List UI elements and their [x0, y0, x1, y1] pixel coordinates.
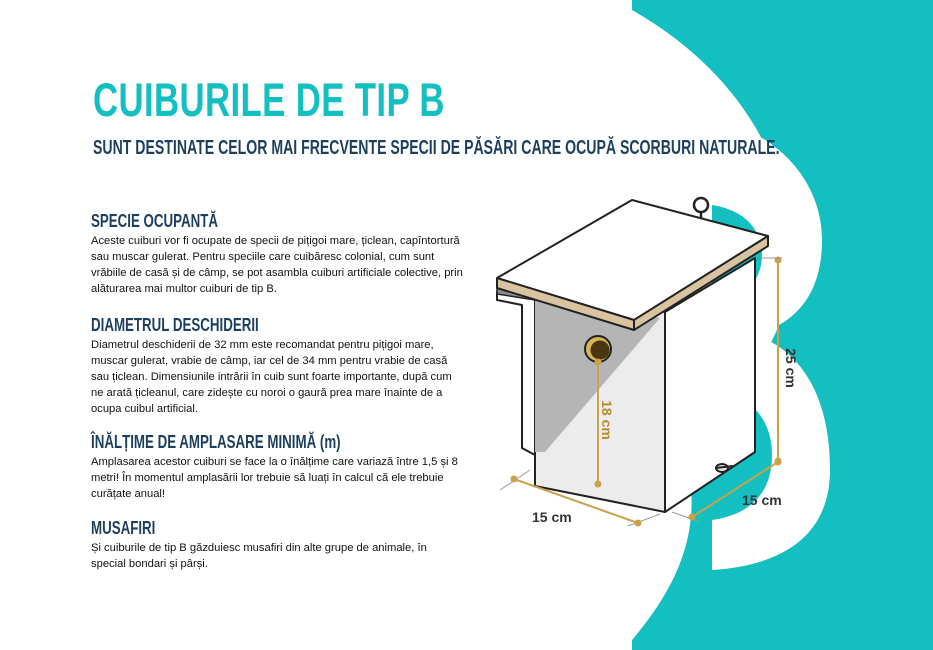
- page-subtitle: SUNT DESTINATE CELOR MAI FRECVENTE SPECII DE PĂSĂRI CARE OCUPĂ SCORBURI NATURALE.: [93, 137, 780, 159]
- section-heading: ÎNĂLȚIME DE AMPLASARE MINIMĂ (m): [91, 432, 341, 452]
- dimension-width-side: 15 cm: [742, 492, 782, 508]
- section-text: Diametrul deschiderii de 32 mm este recomandat pentru pițigoi mare, muscar gulerat, vrabie de câmp, iar cel de 34 mm pentru vrabie de casă sau țiclean. Dimensiunile intrării în cuib sunt foarte importante, după cum ne arată țicleanul, care zidește cu noroi o gaură prea mare înainte de a ocupa cuibul artificial.: [91, 339, 452, 415]
- section-heading: DIAMETRUL DESCHIDERII: [91, 315, 259, 335]
- section-text: Aceste cuiburi vor fi ocupate de specii de pițigoi mare, țiclean, capîntortură sau muscar gulerat. Pentru speciile care cuibăresc colonial, cum sunt vrăbiile de casă și de câmp, se pot asambla cuiburi artificiale colective, prin alăturarea mai multor cuiburi de tip B.: [91, 235, 463, 295]
- dimension-width-front: 15 cm: [532, 509, 572, 525]
- section-text: Și cuiburile de tip B găzduiesc musafiri din alte grupe de animale, în special bondari și pârși.: [91, 542, 427, 570]
- dimension-height: 25 cm: [782, 348, 799, 388]
- section-heading: MUSAFIRI: [91, 518, 156, 538]
- section-heading: SPECIE OCUPANTĂ: [91, 211, 219, 231]
- section-text: Amplasarea acestor cuiburi se face la o înălțime care variază între 1,5 și 8 metri! În momentul amplasării lor trebuie să luați în calcul că ele trebuie curățate anual!: [91, 456, 458, 500]
- page-title: CUIBURILE DE TIP B: [93, 73, 445, 126]
- dimension-hole-height: 18 cm: [598, 400, 615, 440]
